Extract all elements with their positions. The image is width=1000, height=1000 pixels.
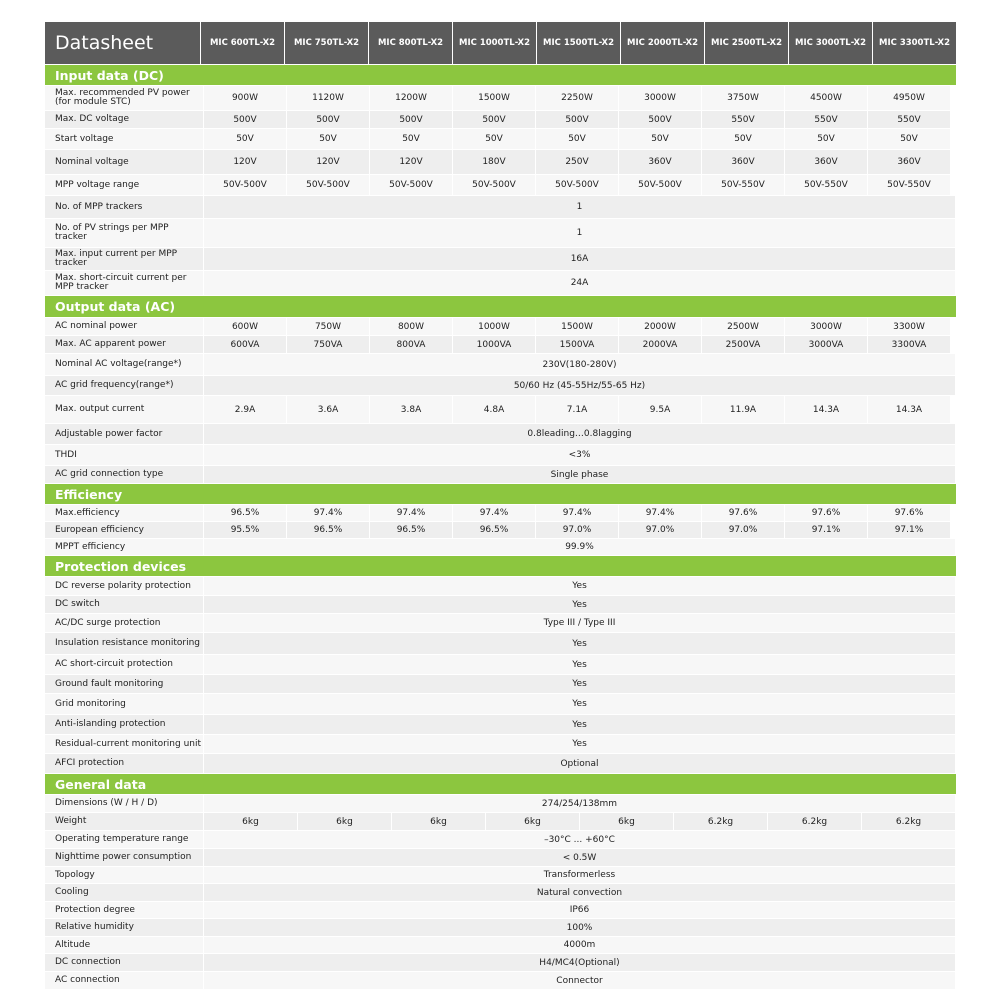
table-row <box>45 354 956 375</box>
value-cell: 97.6% <box>702 505 784 521</box>
row-label: Cooling <box>45 884 203 901</box>
value-cell-merged: Type III / Type III <box>204 614 955 632</box>
table-row <box>45 424 956 444</box>
row-label: European efficiency <box>45 522 203 538</box>
value-cell: 97.0% <box>619 522 701 538</box>
table-row <box>45 831 956 848</box>
table-row <box>45 271 956 295</box>
table-row <box>45 972 956 989</box>
table-row <box>45 675 956 693</box>
value-cell: 4950W <box>868 86 950 110</box>
value-cell: 50V-500V <box>453 175 535 195</box>
table-row <box>45 694 956 714</box>
value-cell: 3300VA <box>868 336 950 353</box>
value-cell: 50V <box>619 129 701 149</box>
value-cell: 50V-500V <box>619 175 701 195</box>
row-label: Operating temperature range <box>45 831 203 848</box>
table-row <box>45 614 956 632</box>
value-cell-merged: Single phase <box>204 466 955 483</box>
value-cell: 50V-550V <box>868 175 950 195</box>
value-cell: 550V <box>868 111 950 128</box>
value-cell-merged: 274/254/138mm <box>204 795 955 812</box>
row-label: Topology <box>45 867 203 883</box>
row-label: DC reverse polarity protection <box>45 577 203 595</box>
value-cell-merged: 100% <box>204 919 955 936</box>
table-row <box>45 522 956 538</box>
value-cell: 96.5% <box>287 522 369 538</box>
model-columns <box>201 22 956 64</box>
value-cell: 1500W <box>536 318 618 335</box>
table-row <box>45 795 956 812</box>
value-cell: 50V-500V <box>370 175 452 195</box>
row-label: Relative humidity <box>45 919 203 936</box>
row-label: Start voltage <box>45 129 203 149</box>
table-row <box>45 655 956 674</box>
value-cell: 600W <box>204 318 286 335</box>
value-cell: 360V <box>619 150 701 174</box>
value-cell: 96.5% <box>204 505 286 521</box>
row-label: Weight <box>45 813 203 830</box>
table-row <box>45 539 956 555</box>
value-cell: 500V <box>453 111 535 128</box>
table-row <box>45 954 956 971</box>
table-row <box>45 754 956 773</box>
row-label: Max.efficiency <box>45 505 203 521</box>
value-cell-merged: Natural convection <box>204 884 955 901</box>
table-row <box>45 445 956 465</box>
model-header: MIC 600TL-X2 <box>201 22 284 64</box>
row-label: AC nominal power <box>45 318 203 335</box>
value-cell: 750W <box>287 318 369 335</box>
value-cell: 6kg <box>580 813 673 830</box>
value-cell: 50V-550V <box>785 175 867 195</box>
value-cell: 500V <box>204 111 286 128</box>
table-row <box>45 396 956 423</box>
section-header: Efficiency <box>45 484 956 504</box>
value-cell: 800W <box>370 318 452 335</box>
table-row <box>45 86 956 110</box>
row-label: AFCI protection <box>45 754 203 773</box>
value-cell: 14.3A <box>785 396 867 423</box>
value-cell: 1120W <box>287 86 369 110</box>
model-header: MIC 3300TL-X2 <box>873 22 956 64</box>
model-header: MIC 1000TL-X2 <box>453 22 536 64</box>
value-cell: 11.9A <box>702 396 784 423</box>
value-cell: 50V-500V <box>536 175 618 195</box>
row-label: No. of PV strings per MPP tracker <box>45 219 203 247</box>
value-cell: 50V <box>536 129 618 149</box>
value-cell: 6kg <box>392 813 485 830</box>
row-label: AC grid frequency(range*) <box>45 376 203 395</box>
value-cell-merged: Optional <box>204 754 955 773</box>
table-row <box>45 867 956 883</box>
value-cell: 50V <box>453 129 535 149</box>
table-row <box>45 902 956 918</box>
table-row <box>45 577 956 595</box>
value-cell-merged: 230V(180-280V) <box>204 354 955 375</box>
table-row <box>45 196 956 218</box>
value-cell: 50V <box>702 129 784 149</box>
value-cell: 6.2kg <box>862 813 955 830</box>
value-cell: 500V <box>536 111 618 128</box>
row-label: DC connection <box>45 954 203 971</box>
value-cell: 6.2kg <box>768 813 861 830</box>
table-body <box>45 65 956 989</box>
table-row <box>45 248 956 270</box>
section-header: Input data (DC) <box>45 65 956 85</box>
row-label: DC switch <box>45 596 203 613</box>
value-cell: 50V-500V <box>287 175 369 195</box>
table-row <box>45 466 956 483</box>
value-cell: 360V <box>702 150 784 174</box>
table-row <box>45 849 956 866</box>
model-header: MIC 2000TL-X2 <box>621 22 704 64</box>
value-cell: 1500VA <box>536 336 618 353</box>
row-label: Max. input current per MPP tracker <box>45 248 203 270</box>
value-cell: 97.4% <box>287 505 369 521</box>
value-cell: 1000VA <box>453 336 535 353</box>
value-cell: 3.6A <box>287 396 369 423</box>
table-row <box>45 376 956 395</box>
value-cell: 6kg <box>486 813 579 830</box>
value-cell: 1200W <box>370 86 452 110</box>
value-cell: 3000W <box>785 318 867 335</box>
value-cell: 96.5% <box>453 522 535 538</box>
table-row <box>45 150 956 174</box>
value-cell-merged: Yes <box>204 675 955 693</box>
value-cell-merged: 4000m <box>204 937 955 953</box>
value-cell: 97.1% <box>785 522 867 538</box>
value-cell: 2000W <box>619 318 701 335</box>
value-cell: 120V <box>204 150 286 174</box>
value-cell: 250V <box>536 150 618 174</box>
row-label: Max. short-circuit current per MPP tracker <box>45 271 203 295</box>
value-cell: 50V-500V <box>204 175 286 195</box>
value-cell: 6kg <box>204 813 297 830</box>
row-label: Nominal voltage <box>45 150 203 174</box>
value-cell-merged: Yes <box>204 596 955 613</box>
row-label: No. of MPP trackers <box>45 196 203 218</box>
value-cell-merged: 50/60 Hz (45-55Hz/55-65 Hz) <box>204 376 955 395</box>
row-label: MPP voltage range <box>45 175 203 195</box>
table-row <box>45 596 956 613</box>
value-cell: 9.5A <box>619 396 701 423</box>
value-cell: 97.6% <box>785 505 867 521</box>
row-label: Protection degree <box>45 902 203 918</box>
section-header: General data <box>45 774 956 794</box>
value-cell: 3.8A <box>370 396 452 423</box>
value-cell: 2000VA <box>619 336 701 353</box>
model-header: MIC 1500TL-X2 <box>537 22 620 64</box>
table-row <box>45 884 956 901</box>
row-label: MPPT efficiency <box>45 539 203 555</box>
row-label: Max. AC apparent power <box>45 336 203 353</box>
value-cell-merged: 24A <box>204 271 955 295</box>
value-cell: 97.4% <box>370 505 452 521</box>
value-cell-merged: Yes <box>204 577 955 595</box>
table-row <box>45 715 956 734</box>
model-header: MIC 2500TL-X2 <box>705 22 788 64</box>
row-label: Anti-islanding protection <box>45 715 203 734</box>
table-row <box>45 505 956 521</box>
value-cell: 6.2kg <box>674 813 767 830</box>
value-cell: 1000W <box>453 318 535 335</box>
value-cell: 3300W <box>868 318 950 335</box>
table-row <box>45 129 956 149</box>
value-cell-merged: 1 <box>204 196 955 218</box>
value-cell: 800VA <box>370 336 452 353</box>
row-label: AC short-circuit protection <box>45 655 203 674</box>
value-cell: 50V <box>287 129 369 149</box>
value-cell: 4.8A <box>453 396 535 423</box>
section-header: Protection devices <box>45 556 956 576</box>
value-cell-merged: Yes <box>204 655 955 674</box>
value-cell: 95.5% <box>204 522 286 538</box>
model-header: MIC 3000TL-X2 <box>789 22 872 64</box>
value-cell: 50V <box>785 129 867 149</box>
value-cell: 97.0% <box>702 522 784 538</box>
value-cell-merged: Yes <box>204 715 955 734</box>
value-cell: 97.4% <box>453 505 535 521</box>
row-label: THDI <box>45 445 203 465</box>
value-cell: 96.5% <box>370 522 452 538</box>
value-cell: 3000W <box>619 86 701 110</box>
value-cell: 2250W <box>536 86 618 110</box>
row-label: Max. DC voltage <box>45 111 203 128</box>
value-cell: 50V <box>370 129 452 149</box>
value-cell: 1500W <box>453 86 535 110</box>
row-label: Max. recommended PV power (for module STC) <box>45 86 203 110</box>
table-row <box>45 919 956 936</box>
value-cell-merged: H4/MC4(Optional) <box>204 954 955 971</box>
value-cell-merged: <3% <box>204 445 955 465</box>
value-cell-merged: < 0.5W <box>204 849 955 866</box>
value-cell-merged: 99.9% <box>204 539 955 555</box>
value-cell-merged: Yes <box>204 735 955 753</box>
row-label: Adjustable power factor <box>45 424 203 444</box>
value-cell: 360V <box>868 150 950 174</box>
value-cell-merged: –30°C ... +60°C <box>204 831 955 848</box>
value-cell-merged: Connector <box>204 972 955 989</box>
value-cell: 550V <box>702 111 784 128</box>
value-cell: 2.9A <box>204 396 286 423</box>
value-cell: 360V <box>785 150 867 174</box>
row-label: Nighttime power consumption <box>45 849 203 866</box>
value-cell: 2500W <box>702 318 784 335</box>
row-label: Nominal AC voltage(range*) <box>45 354 203 375</box>
section-header: Output data (AC) <box>45 296 956 317</box>
value-cell: 97.4% <box>619 505 701 521</box>
row-label: Grid monitoring <box>45 694 203 714</box>
table-row <box>45 735 956 753</box>
value-cell-merged: Transformerless <box>204 867 955 883</box>
value-cell: 14.3A <box>868 396 950 423</box>
value-cell: 600VA <box>204 336 286 353</box>
value-cell-merged: 1 <box>204 219 955 247</box>
value-cell-merged: Yes <box>204 633 955 654</box>
value-cell: 50V <box>204 129 286 149</box>
value-cell: 900W <box>204 86 286 110</box>
value-cell: 50V <box>868 129 950 149</box>
value-cell: 97.0% <box>536 522 618 538</box>
value-cell: 6kg <box>298 813 391 830</box>
table-row <box>45 937 956 953</box>
value-cell: 120V <box>287 150 369 174</box>
datasheet-table <box>45 22 956 990</box>
row-label: Max. output current <box>45 396 203 423</box>
value-cell: 180V <box>453 150 535 174</box>
value-cell: 500V <box>287 111 369 128</box>
table-row <box>45 318 956 335</box>
value-cell: 4500W <box>785 86 867 110</box>
row-label: Dimensions (W / H / D) <box>45 795 203 812</box>
value-cell-merged: 0.8leading…0.8lagging <box>204 424 955 444</box>
value-cell: 500V <box>619 111 701 128</box>
value-cell-merged: 16A <box>204 248 955 270</box>
value-cell: 750VA <box>287 336 369 353</box>
value-cell: 97.4% <box>536 505 618 521</box>
row-label: Altitude <box>45 937 203 953</box>
page-title: Datasheet <box>45 22 200 64</box>
table-row <box>45 111 956 128</box>
row-label: AC connection <box>45 972 203 989</box>
value-cell: 3000VA <box>785 336 867 353</box>
row-label: AC grid connection type <box>45 466 203 483</box>
value-cell: 550V <box>785 111 867 128</box>
row-label: AC/DC surge protection <box>45 614 203 632</box>
value-cell: 500V <box>370 111 452 128</box>
row-label: Ground fault monitoring <box>45 675 203 693</box>
table-row <box>45 336 956 353</box>
table-row <box>45 633 956 654</box>
model-header: MIC 750TL-X2 <box>285 22 368 64</box>
value-cell-merged: IP66 <box>204 902 955 918</box>
value-cell: 3750W <box>702 86 784 110</box>
row-label: Insulation resistance monitoring <box>45 633 203 654</box>
model-header: MIC 800TL-X2 <box>369 22 452 64</box>
value-cell: 97.6% <box>868 505 950 521</box>
value-cell: 97.1% <box>868 522 950 538</box>
row-label: Residual-current monitoring unit <box>45 735 203 753</box>
value-cell-merged: Yes <box>204 694 955 714</box>
table-header <box>45 22 956 64</box>
value-cell: 7.1A <box>536 396 618 423</box>
value-cell: 120V <box>370 150 452 174</box>
table-row <box>45 219 956 247</box>
value-cell: 2500VA <box>702 336 784 353</box>
value-cell: 50V-550V <box>702 175 784 195</box>
table-row <box>45 175 956 195</box>
table-row <box>45 813 956 830</box>
